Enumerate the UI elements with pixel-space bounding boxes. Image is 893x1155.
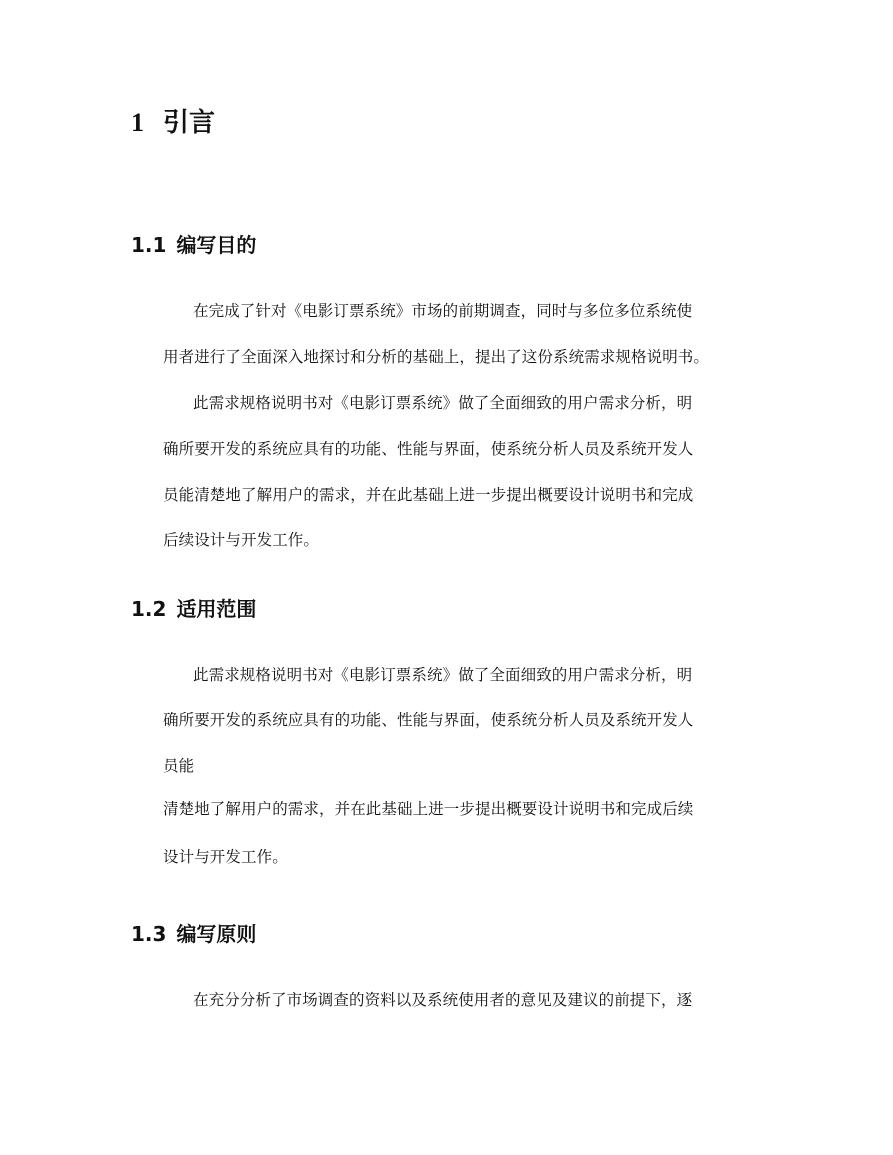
- paragraph-line: 在充分分析了市场调查的资料以及系统使用者的意见及建议的前提下，逐: [193, 991, 693, 1009]
- paragraph-line: 此需求规格说明书对《电影订票系统》做了全面细致的用户需求分析，明: [193, 394, 693, 412]
- section-title: 编写目的: [176, 233, 257, 257]
- paragraph-line: 此需求规格说明书对《电影订票系统》做了全面细致的用户需求分析，明: [193, 666, 693, 684]
- paragraph-line: 确所要开发的系统应具有的功能、性能与界面，使系统分析人员及系统开发人: [163, 440, 694, 458]
- section-heading: [131, 595, 256, 623]
- chapter-heading: [131, 105, 215, 141]
- section-title: 适用范围: [176, 597, 257, 621]
- chapter-title: 引言: [163, 108, 216, 138]
- paragraph-line: 后续设计与开发工作。: [163, 531, 320, 549]
- section-number: 1.3: [131, 922, 167, 946]
- paragraph-line: 用者进行了全面深入地探讨和分析的基础上，提出了这份系统需求规格说明书。: [163, 348, 710, 366]
- paragraph-line: 设计与开发工作。: [163, 848, 288, 866]
- paragraph-line: 员能: [163, 757, 195, 775]
- paragraph-line: 员能清楚地了解用户的需求，并在此基础上进一步提出概要设计说明书和完成: [163, 486, 694, 504]
- section-title: 编写原则: [176, 922, 257, 946]
- paragraph-line: 清楚地了解用户的需求，并在此基础上进一步提出概要设计说明书和完成后续: [163, 800, 694, 818]
- section-number: 1.1: [131, 233, 167, 257]
- paragraph-line: 在完成了针对《电影订票系统》市场的前期调查，同时与多位多位系统使: [193, 302, 693, 320]
- section-heading: [131, 231, 256, 259]
- section-number: 1.2: [131, 597, 167, 621]
- section-heading: [131, 920, 256, 948]
- paragraph-line: 确所要开发的系统应具有的功能、性能与界面，使系统分析人员及系统开发人: [163, 711, 694, 729]
- chapter-number: 1: [131, 108, 144, 137]
